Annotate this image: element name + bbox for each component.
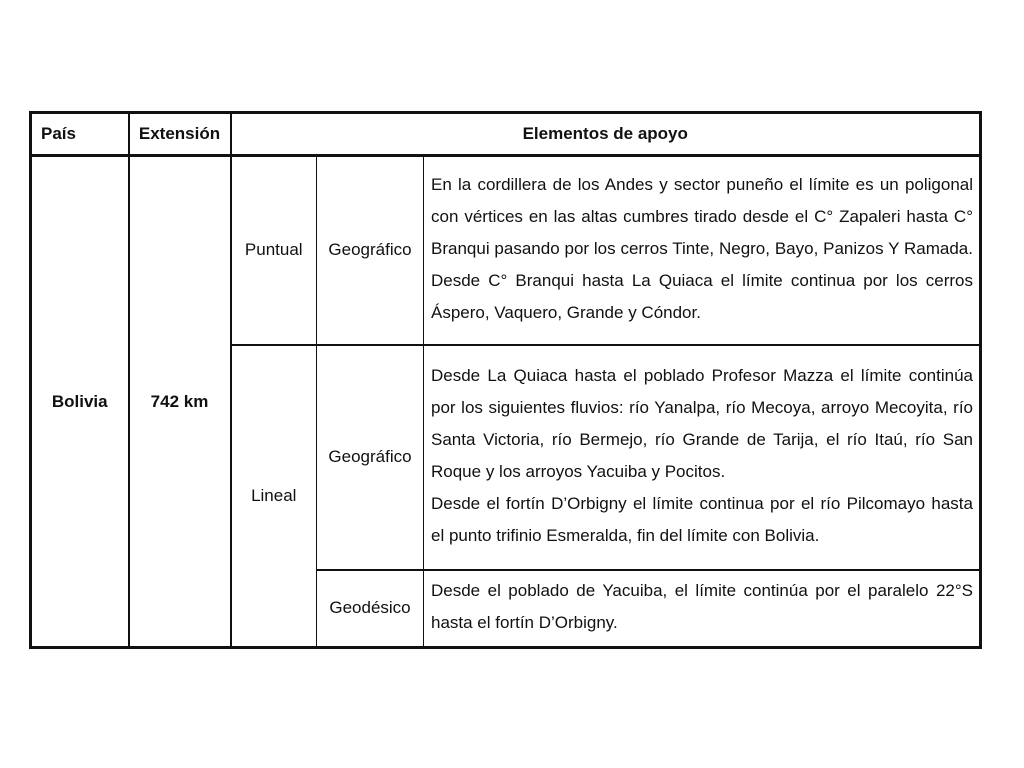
table-header-row bbox=[31, 113, 981, 156]
cell-pais: Bolivia bbox=[31, 156, 129, 648]
border-support-table bbox=[29, 111, 982, 649]
desc-lineal-geografico-text-1: Desde La Quiaca hasta el poblado Profesor Mazza el límite continúa por los siguientes fluvios: río Yanalpa, río Mecoya, arroyo Mecoyita, río Santa Victoria, río Bermejo, río Grande de Tarija, el río Itaú, río San Roque y los arroyos Yacuiba y Pocitos. bbox=[431, 366, 973, 481]
header-pais: País bbox=[31, 113, 129, 156]
header-elementos-de-apoyo: Elementos de apoyo bbox=[231, 113, 981, 156]
cell-tipo-lineal: Lineal bbox=[231, 345, 317, 648]
cell-clase-lineal-geodesico: Geodésico bbox=[317, 570, 424, 648]
cell-tipo-puntual: Puntual bbox=[231, 156, 317, 345]
desc-lineal-geografico-text-2: Desde el fortín D’Orbigny el límite continua por el río Pilcomayo hasta el punto trifinio Esmeralda, fin del límite con Bolivia. bbox=[431, 494, 973, 545]
cell-clase-lineal-geografico: Geográfico bbox=[317, 345, 424, 570]
cell-desc-lineal-geografico bbox=[424, 345, 981, 570]
cell-desc-puntual bbox=[424, 156, 981, 345]
cell-clase-puntual: Geográfico bbox=[317, 156, 424, 345]
cell-desc-lineal-geodesico bbox=[424, 570, 981, 648]
table-row-puntual bbox=[31, 156, 981, 345]
desc-puntual-text: En la cordillera de los Andes y sector puneño el límite es un poligonal con vértices en las altas cumbres tirado desde el C° Zapaleri hasta C° Branqui pasando por los cerros Tinte, Negro, Bayo, Panizos Y Ramada. Desde C° Branqui hasta La Quiaca el límite continua por los cerros Áspero, Vaquero, Grande y Cóndor. bbox=[431, 175, 973, 323]
desc-lineal-geodesico-text: Desde el poblado de Yacuiba, el límite continúa por el paralelo 22°S hasta el fortín D’Orbigny. bbox=[431, 581, 973, 633]
cell-extension: 742 km bbox=[129, 156, 231, 648]
header-extension: Extensión bbox=[129, 113, 231, 156]
